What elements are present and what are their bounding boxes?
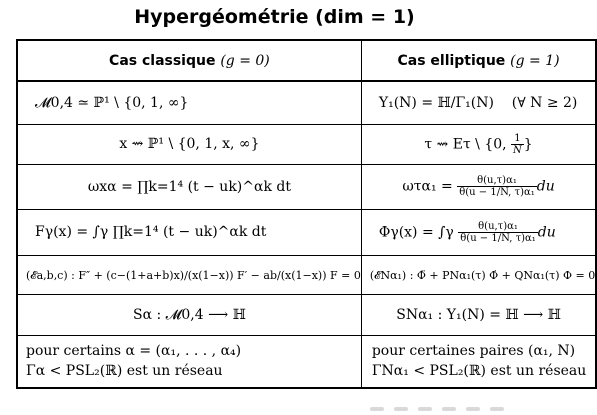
table-row <box>17 81 596 124</box>
ode-elliptic-cell <box>361 255 596 294</box>
integral-elliptic-lhs: Φγ(x) = ∫γ <box>378 224 454 240</box>
comparison-table <box>16 39 597 389</box>
fiber-elliptic-close: } <box>523 136 533 152</box>
period-map-elliptic-formula: SNα₁ : Y₁(N) = ℍ ⟶ ℍ <box>396 306 561 323</box>
table-row <box>17 209 596 255</box>
fraction-denominator: N <box>513 144 522 156</box>
form-elliptic-du: du <box>536 178 555 195</box>
nav-dot-icon <box>442 407 456 411</box>
integral-elliptic-du: du <box>537 224 556 240</box>
integral-classical-formula: Fγ(x) = ∫γ ∏k=1⁴ (t − uk)^αk dt <box>35 224 267 240</box>
header-elliptic-condition: (g = 1) <box>510 52 560 69</box>
fiber-elliptic-cell <box>361 124 596 164</box>
fraction-denominator: θ(u − 1/N, τ)α₁ <box>460 232 536 244</box>
integral-classical-cell <box>17 209 361 255</box>
header-elliptic <box>361 40 596 81</box>
period-map-classical-formula: Sα : 𝓜0,4 ⟶ ℍ <box>133 306 246 323</box>
page-title: Hypergéométrie (dim = 1) <box>134 6 415 28</box>
ode-classical-formula: (𝓔a,b,c) : F″ + (c−(1+a+b)x)/(x(1−x)) F′ − ab/(x(1−x)) F = 0 <box>26 268 361 282</box>
form-elliptic-cell <box>361 164 596 209</box>
header-classical <box>17 40 361 81</box>
table-row <box>17 124 596 164</box>
nav-dot-icon <box>370 407 384 411</box>
lattice-classical-line1: pour certains α = (α₁, . . . , α₄) <box>26 343 242 360</box>
fraction-denominator: θ(u − 1/N, τ)α₁ <box>459 187 535 198</box>
table-row <box>17 255 596 294</box>
period-map-elliptic-cell <box>361 294 596 335</box>
modular-curve-condition: (∀ N ≥ 2) <box>511 94 578 111</box>
table-row <box>17 294 596 335</box>
fraction <box>457 175 537 198</box>
nav-dot-icon <box>418 407 432 411</box>
lattice-classical-cell <box>17 335 361 388</box>
nav-dot-icon <box>394 407 408 411</box>
moduli-space-cell <box>17 81 361 124</box>
nav-dot-icon <box>490 407 504 411</box>
lattice-elliptic-line1: pour certaines paires (α₁, N) <box>371 343 576 360</box>
ode-classical-cell <box>17 255 361 294</box>
modular-curve-cell <box>361 81 596 124</box>
lattice-elliptic-cell <box>361 335 596 388</box>
fiber-elliptic-formula: τ ⇝ Eτ \ {0, <box>424 136 512 152</box>
table-header-row <box>17 40 596 81</box>
fiber-classical-cell <box>17 124 361 164</box>
header-classical-condition: (g = 0) <box>220 52 270 69</box>
integral-elliptic-cell <box>361 209 596 255</box>
lattice-elliptic-line2: ΓNα₁ < PSL₂(ℝ) est un réseau <box>371 363 587 380</box>
fraction-numerator: 1 <box>511 133 524 145</box>
table-row <box>17 164 596 209</box>
period-map-classical-cell <box>17 294 361 335</box>
form-classical-formula: ωxα = ∏k=1⁴ (t − uk)^αk dt <box>87 178 291 195</box>
fraction-numerator: θ(u,τ)α₁ <box>458 221 538 233</box>
fraction-numerator: θ(u,τ)α₁ <box>457 175 537 187</box>
navigation-decoration <box>370 396 545 405</box>
ode-elliptic-formula: (𝓔Nα₁) : Φ̈ + PNα₁(τ) Φ̇ + QNα₁(τ) Φ = 0 <box>369 268 596 282</box>
lattice-classical-line2: Γα < PSL₂(ℝ) est un réseau <box>26 363 223 380</box>
moduli-space-formula: 𝓜0,4 ≃ ℙ¹ \ {0, 1, ∞} <box>35 94 189 111</box>
fraction <box>458 221 538 244</box>
header-elliptic-label: Cas elliptique <box>397 52 506 69</box>
header-classical-label: Cas classique <box>109 52 216 69</box>
modular-curve-formula: Y₁(N) = ℍ/Γ₁(N) <box>378 94 494 111</box>
table-row <box>17 335 596 388</box>
form-elliptic-lhs: ωτα₁ = <box>402 178 453 195</box>
form-classical-cell <box>17 164 361 209</box>
fraction <box>511 133 524 156</box>
fiber-classical-formula: x ⇝ ℙ¹ \ {0, 1, x, ∞} <box>119 136 260 152</box>
nav-dot-icon <box>466 407 480 411</box>
